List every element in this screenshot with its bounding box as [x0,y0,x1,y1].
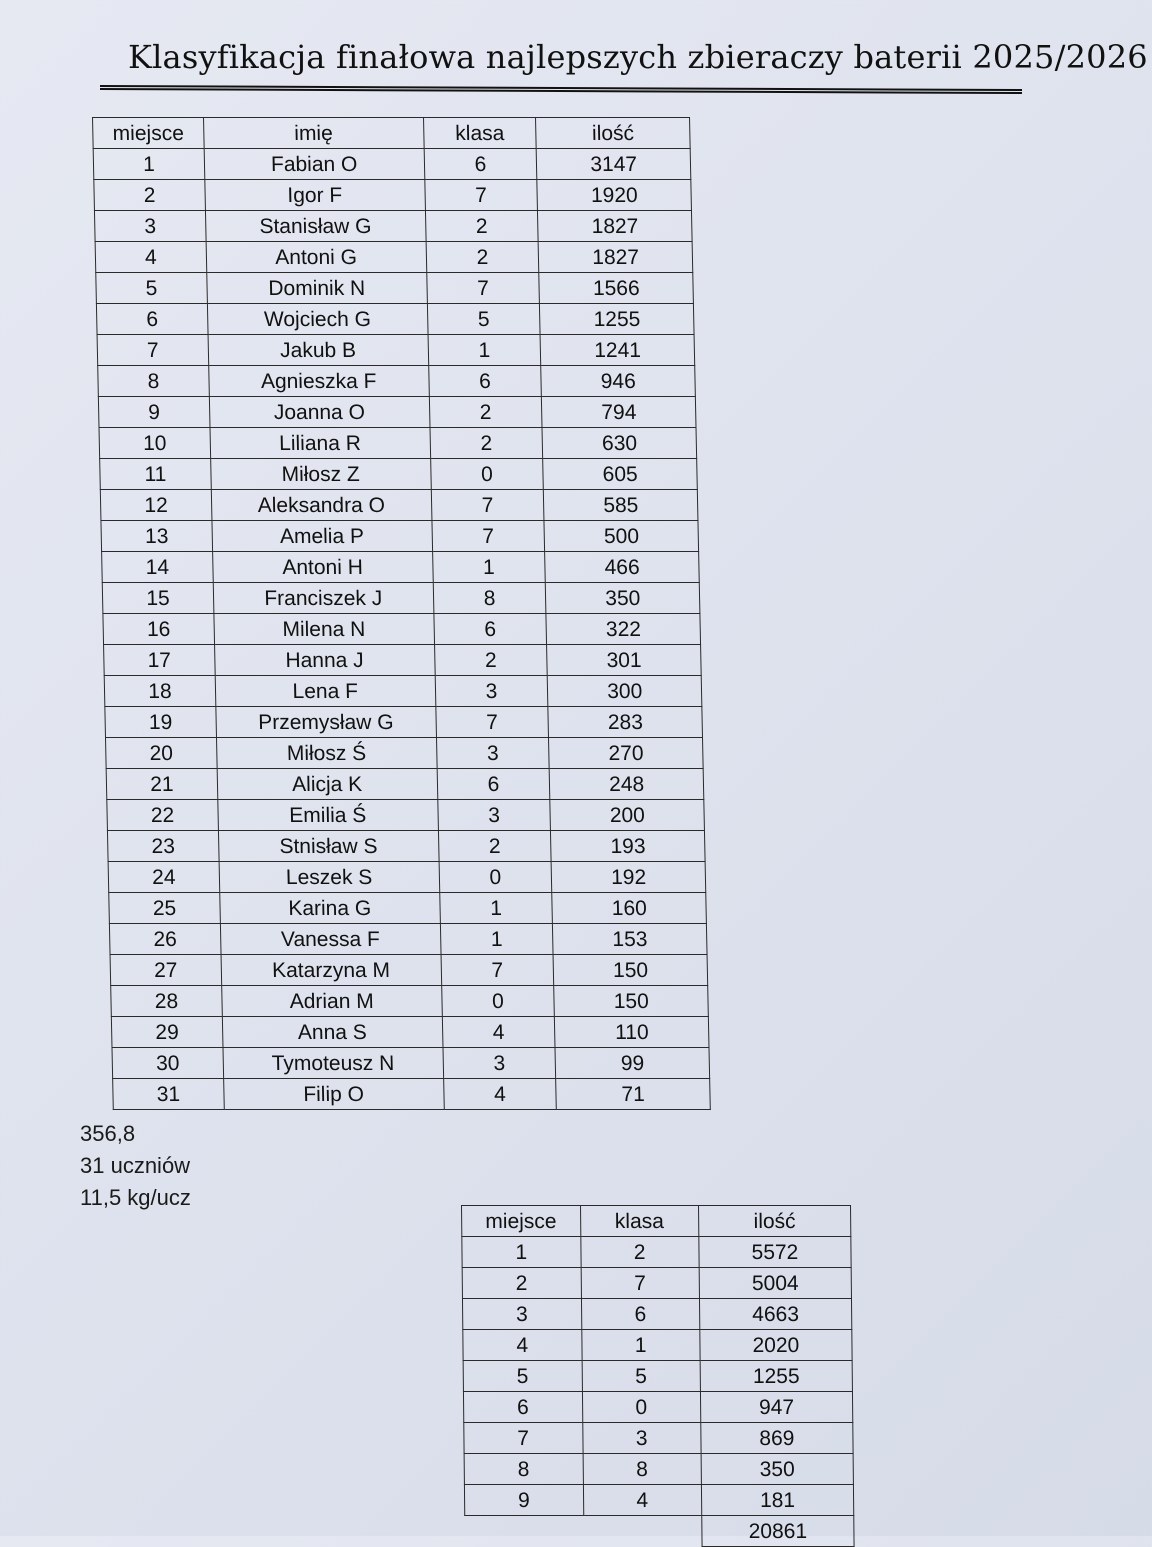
table-cell-name: Anna S [222,1017,442,1048]
table-row [95,242,693,273]
table-cell-place: 16 [103,614,214,645]
table-cell-place: 30 [112,1048,223,1079]
table-cell-amount: 153 [553,924,707,955]
table-cell-place: 31 [113,1079,224,1110]
table-cell-class: 2 [425,211,539,242]
table-cell-place: 10 [99,428,210,459]
column-header-class: klasa [423,118,537,149]
table-cell-place: 19 [105,707,216,738]
table-cell-name: Hanna J [214,645,434,676]
table-cell-amount: 3147 [537,149,691,180]
table-row [100,490,698,521]
table-cell-class: 3 [436,738,550,769]
table-cell-name: Vanessa F [220,924,440,955]
table-row [463,1392,852,1423]
table-cell-class: 1 [439,893,553,924]
table-row [464,1423,853,1454]
table-row [109,924,707,955]
table-cell-class: 0 [430,459,544,490]
table-cell-amount: 630 [542,428,696,459]
class-ranking-table [461,1205,855,1547]
table-cell-class: 5 [582,1361,701,1392]
table-cell-place: 25 [109,893,220,924]
table-cell-amount: 1566 [539,273,693,304]
table-cell-name: Antoni H [212,552,432,583]
table-cell-name: Wojciech G [207,304,427,335]
table-cell-name: Franciszek J [213,583,433,614]
table-row [96,304,694,335]
table-cell-amount: 585 [544,490,698,521]
table-cell-class: 8 [433,583,547,614]
table-row [109,893,707,924]
table-cell-class: 4 [442,1017,556,1048]
empty-cell [583,1516,702,1547]
table-cell-class: 1 [581,1330,700,1361]
table-cell-name: Karina G [220,893,440,924]
table-cell-place: 2 [462,1268,581,1299]
table-row [94,180,692,211]
table-cell-class: 7 [426,273,540,304]
table-cell-amount: 350 [546,583,700,614]
table-cell-class: 2 [430,428,544,459]
table-row [103,614,701,645]
table-cell-place: 3 [94,211,205,242]
table-row [106,769,704,800]
table-cell-amount: 1255 [700,1361,852,1392]
table-cell-class: 3 [435,676,549,707]
table-cell-class: 6 [437,769,551,800]
table-cell-name: Jakub B [208,335,428,366]
column-header-class: klasa [580,1206,699,1237]
table-cell-class: 7 [581,1268,700,1299]
table-cell-class: 3 [582,1423,701,1454]
table-cell-place: 4 [95,242,206,273]
table-cell-amount: 1255 [540,304,694,335]
table-row [464,1485,853,1516]
table-cell-amount: 160 [552,893,706,924]
table-cell-name: Filip O [223,1079,443,1110]
table-cell-amount: 2020 [700,1330,852,1361]
table-cell-class: 2 [426,242,540,273]
table-cell-name: Alicja K [217,769,437,800]
table-cell-class: 7 [424,180,538,211]
table-cell-place: 17 [104,645,215,676]
table-cell-place: 1 [462,1237,581,1268]
empty-cell [465,1516,584,1547]
column-header-amount: ilość [698,1206,850,1237]
table-cell-class: 1 [428,335,542,366]
table-cell-name: Amelia P [212,521,432,552]
table-cell-class: 0 [441,986,555,1017]
table-row [463,1361,852,1392]
table-cell-class: 2 [580,1237,699,1268]
table-cell-name: Emilia Ś [218,800,438,831]
table-cell-amount: 794 [542,397,696,428]
table-cell-place: 14 [102,552,213,583]
table-cell-amount: 5004 [699,1268,851,1299]
table-cell-name: Fabian O [204,149,424,180]
table-cell-class: 6 [428,366,542,397]
table-cell-place: 29 [111,1017,222,1048]
table-cell-amount: 605 [543,459,697,490]
column-header-name: imię [203,118,423,149]
table-cell-amount: 200 [550,800,704,831]
table-cell-amount: 283 [548,707,702,738]
table-cell-place: 3 [462,1299,581,1330]
table-cell-place: 28 [111,986,222,1017]
table-cell-name: Stnisław S [218,831,438,862]
table-row [104,676,702,707]
table-header-row [462,1206,851,1237]
table-cell-place: 6 [463,1392,582,1423]
table-cell-place: 26 [109,924,220,955]
table-cell-name: Leszek S [219,862,439,893]
table-cell-amount: 150 [554,986,708,1017]
total-row [465,1516,854,1547]
table-cell-amount: 193 [551,831,705,862]
table-cell-place: 13 [101,521,212,552]
table-cell-class: 7 [435,707,549,738]
table-cell-place: 11 [100,459,211,490]
table-cell-amount: 71 [556,1079,710,1110]
table-cell-name: Aleksandra O [211,490,431,521]
table-cell-place: 7 [464,1423,583,1454]
table-row [94,211,692,242]
table-row [111,986,709,1017]
table-cell-name: Milena N [214,614,434,645]
table-cell-class: 2 [434,645,548,676]
document-title: Klasyfikacja finałowa najlepszych zbieraczy baterii 2025/2026 [128,38,1148,76]
table-cell-place: 12 [100,490,211,521]
table-cell-place: 2 [94,180,205,211]
table-row [107,800,705,831]
table-cell-class: 6 [581,1299,700,1330]
table-cell-name: Agnieszka F [209,366,429,397]
table-cell-amount: 150 [553,955,707,986]
table-row [101,521,699,552]
table-cell-class: 7 [441,955,555,986]
table-row [112,1048,710,1079]
table-row [105,707,703,738]
table-cell-place: 18 [104,676,215,707]
table-cell-amount: 300 [548,676,702,707]
table-cell-amount: 869 [701,1423,853,1454]
table-cell-class: 4 [583,1485,702,1516]
table-row [463,1330,852,1361]
table-cell-amount: 99 [555,1048,709,1079]
table-cell-class: 7 [431,521,545,552]
table-cell-class: 6 [424,149,538,180]
table-cell-amount: 466 [545,552,699,583]
table-cell-place: 9 [464,1485,583,1516]
table-cell-amount: 248 [550,769,704,800]
table-row [113,1079,711,1110]
table-cell-name: Joanna O [209,397,429,428]
table-cell-amount: 947 [700,1392,852,1423]
summary-kg-per-student: 11,5 kg/ucz [80,1185,191,1210]
table-cell-amount: 500 [544,521,698,552]
table-cell-place: 24 [108,862,219,893]
table-cell-amount: 1827 [539,242,693,273]
table-cell-amount: 181 [701,1485,853,1516]
table-row [98,366,696,397]
table-cell-amount: 1920 [537,180,691,211]
summary-student-count: 31 uczniów [80,1153,191,1178]
table-cell-place: 15 [102,583,213,614]
table-cell-class: 6 [433,614,547,645]
table-row [102,583,700,614]
table-cell-class: 3 [443,1048,557,1079]
table-row [99,428,697,459]
table-cell-name: Lena F [215,676,435,707]
title-underline [100,85,1022,94]
table-cell-place: 5 [96,273,207,304]
table-cell-name: Katarzyna M [221,955,441,986]
table-cell-name: Miłosz Ś [216,738,436,769]
table-cell-name: Tymoteusz N [223,1048,443,1079]
table-cell-place: 1 [93,149,204,180]
column-header-place: miejsce [93,118,204,149]
table-row [462,1268,851,1299]
table-row [100,459,698,490]
table-cell-place: 8 [464,1454,583,1485]
table-cell-amount: 322 [546,614,700,645]
table-cell-amount: 5572 [699,1237,851,1268]
table-header-row [93,118,691,149]
table-cell-class: 1 [440,924,554,955]
table-row [96,273,694,304]
table-row [110,955,708,986]
table-cell-place: 5 [463,1361,582,1392]
table-cell-amount: 4663 [699,1299,851,1330]
summary-average: 356,8 [80,1121,136,1146]
table-cell-name: Adrian M [222,986,442,1017]
table-cell-place: 6 [96,304,207,335]
table-cell-place: 8 [98,366,209,397]
summary-block [80,1118,191,1214]
table-cell-class: 0 [582,1392,701,1423]
table-cell-amount: 110 [555,1017,709,1048]
table-row [102,552,700,583]
table-cell-place: 21 [106,769,217,800]
column-header-amount: ilość [536,118,690,149]
table-row [97,335,695,366]
table-row [107,831,705,862]
table-cell-name: Przemysław G [216,707,436,738]
table-cell-place: 9 [98,397,209,428]
table-cell-amount: 1241 [540,335,694,366]
table-row [462,1299,851,1330]
student-ranking-table [92,117,711,1110]
table-cell-amount: 270 [549,738,703,769]
table-cell-name: Miłosz Z [210,459,430,490]
table-cell-place: 27 [110,955,221,986]
table-cell-amount: 1827 [538,211,692,242]
table-cell-amount: 301 [547,645,701,676]
table-cell-class: 8 [583,1454,702,1485]
table-cell-class: 2 [438,831,552,862]
table-cell-name: Antoni G [206,242,426,273]
table-row [98,397,696,428]
table-cell-amount: 350 [701,1454,853,1485]
table-cell-amount: 192 [552,862,706,893]
table-cell-place: 4 [463,1330,582,1361]
table-cell-name: Stanisław G [205,211,425,242]
table-row [111,1017,709,1048]
table-cell-class: 4 [443,1079,557,1110]
table-row [464,1454,853,1485]
table-cell-class: 5 [427,304,541,335]
table-cell-place: 23 [107,831,218,862]
table-cell-class: 2 [429,397,543,428]
table-row [93,149,691,180]
table-cell-place: 22 [107,800,218,831]
table-cell-place: 20 [105,738,216,769]
total-amount: 20861 [702,1516,854,1547]
table-cell-name: Liliana R [210,428,430,459]
column-header-place: miejsce [462,1206,581,1237]
table-cell-name: Igor F [205,180,425,211]
table-row [108,862,706,893]
table-row [105,738,703,769]
table-cell-amount: 946 [541,366,695,397]
table-cell-name: Dominik N [207,273,427,304]
table-cell-place: 7 [97,335,208,366]
table-cell-class: 3 [437,800,551,831]
table-cell-class: 7 [431,490,545,521]
table-row [104,645,702,676]
table-row [462,1237,851,1268]
table-cell-class: 0 [439,862,553,893]
table-cell-class: 1 [432,552,546,583]
